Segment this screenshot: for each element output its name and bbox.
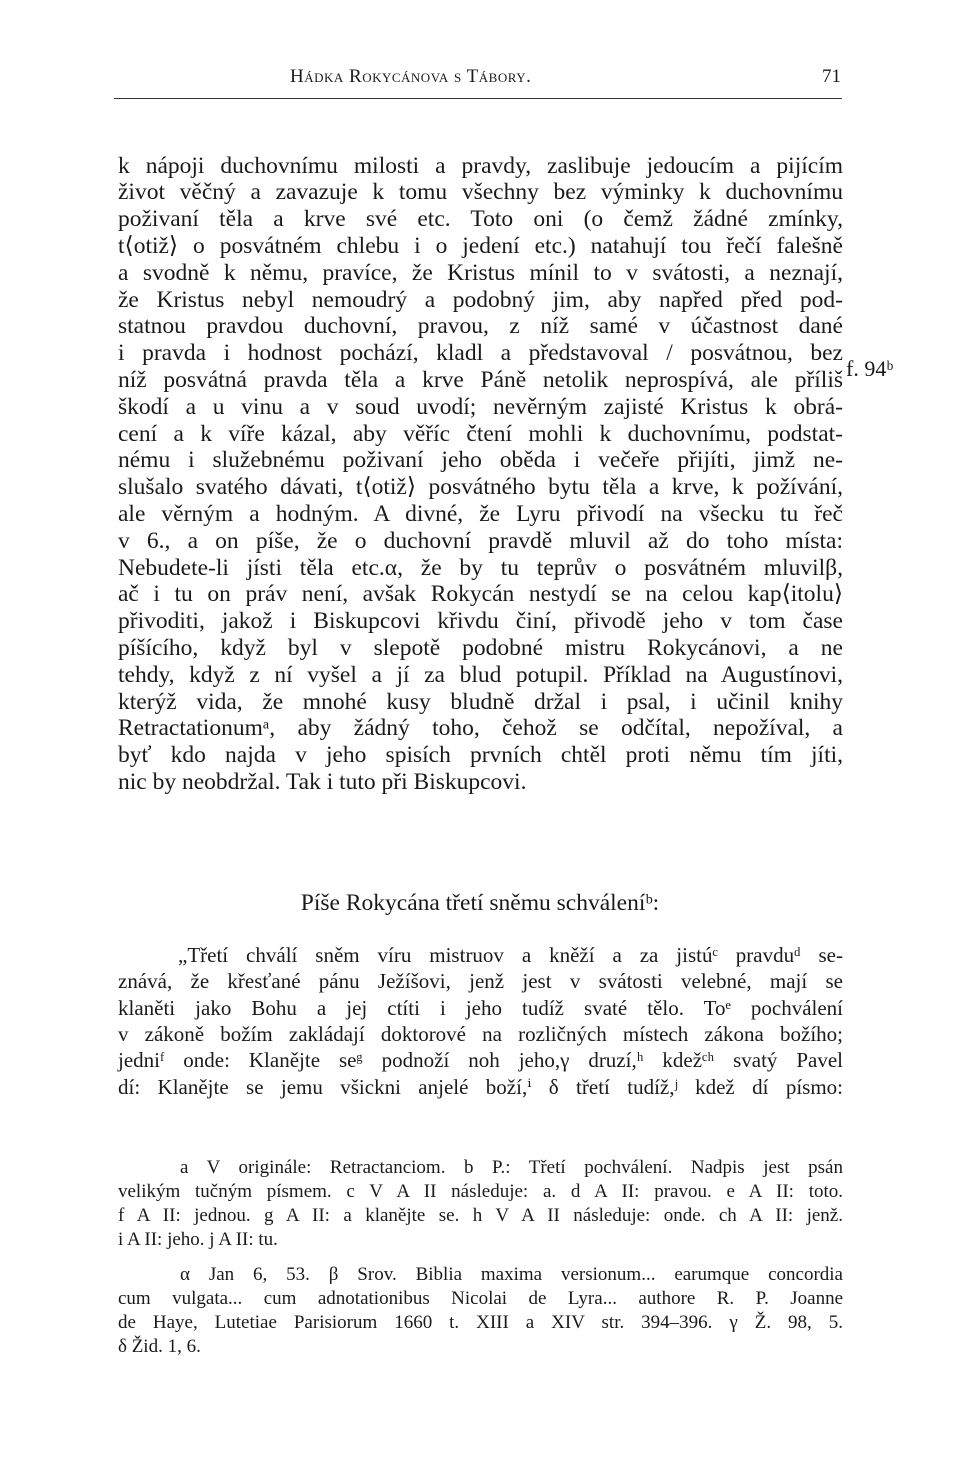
body-line: byť kdo najda v jeho spisích prvních chtěl proti němu tím jíti, [118, 742, 843, 768]
body-line: t⟨otiž⟩ o posvátném chlebu i o jedení etc.) natahují tou řečí falešně [118, 233, 843, 259]
body-line: cení a k víře kázal, aby věříc čtení mohli k duchovnímu, podstat- [118, 421, 843, 447]
footnote-line: f A II: jednou. g A II: a klanějte se. h V A II následuje: onde. ch A II: jenž. [118, 1205, 843, 1226]
body-line: a svodně k němu, pravíce, že Kristus mínil to v svátosti, a neznají, [118, 260, 843, 286]
body-line: statnou pravdou duchovní, pravou, z níž samé v účastnost dané [118, 313, 843, 339]
body-line: nému i služebnému poživaní jeho oběda i večeře přijíti, jimž ne- [118, 447, 843, 473]
body-line: že Kristus nebyl nemoudrý a podobný jim, aby napřed před pod- [118, 287, 843, 313]
body-line: škodí a u vinu a v soud uvodí; nevěrným zajisté Kristus k obrá- [118, 394, 843, 420]
body-line: v 6., a on píše, že o duchovní pravdě mluvil až do toho místa: [118, 528, 843, 554]
quote-line: znává, že křesťané pánu Ježíšovi, jenž jest v svátosti velebné, mají se [118, 969, 843, 993]
body-line: přivoditi, jakož i Biskupcovi křivdu činí, přivodě jeho v tom čase [118, 608, 843, 634]
body-line: píšícího, když byl v slepotě podobné mistru Rokycánovi, a ne [118, 635, 843, 661]
body-line: slušalo svatého dávati, t⟨otiž⟩ posvátného bytu těla a krve, k požívání, [118, 474, 843, 500]
running-header [118, 66, 843, 92]
quote-line: „Třetí chválí sněm víru mistruov a kněží a za jistúᶜ pravduᵈ se- [178, 943, 843, 967]
body-line: nic by neobdržal. Tak i tuto při Biskupcovi. [118, 769, 527, 795]
body-line: níž posvátná pravda těla a krve Páně netolik neprospívá, ale příliš [118, 367, 843, 393]
body-line: ač i tu on práv není, avšak Rokycán nestydí se na celou kap⟨itolu⟩ [118, 581, 843, 607]
footnote-line: velikým tučným písmem. c V A II následuje: a. d A II: pravou. e A II: toto. [118, 1181, 843, 1202]
section-heading: Píše Rokycána třetí sněmu schváleníᵇ: [300, 890, 660, 916]
quote-line: jedniᶠ onde: Klanějte seᵍ podnoží noh jeho,γ druzí,ʰ kdežᶜʰ svatý Pavel [118, 1048, 843, 1072]
quote-line: klaněti jako Bohu a jej ctíti i jeho tudíž svaté tělo. Toᵉ pochválení [118, 996, 843, 1020]
body-line: k nápoji duchovnímu milosti a pravdy, zaslibuje jedoucím a pijícím [118, 153, 843, 179]
body-line: tehdy, když z ní vyšel a jí za blud potupil. Příklad na Augustínovi, [118, 662, 843, 688]
body-line: Retractationumᵃ, aby žádný toho, čehož se odčítal, nepožíval, a [118, 715, 843, 741]
body-line: poživaní těla a krve své etc. Toto oni (o čemž žádné zmínky, [118, 206, 843, 232]
header-rule [114, 98, 842, 99]
quote-line: v zákoně božím zakládají doktorové na rozličných místech zákona božího; [118, 1022, 843, 1046]
body-line: kterýž vida, že mnohé kusy bludně držal i psal, i učinil knihy [118, 689, 843, 715]
body-line: ale věrným a hodným. A divné, že Lyru přivodí na všecku tu řeč [118, 501, 843, 527]
quote-line: dí: Klanějte se jemu všickni anjelé boží,ⁱ δ třetí tudíž,ʲ kdež dí písmo: [118, 1075, 843, 1099]
footnote-line: δ Žid. 1, 6. [118, 1336, 201, 1357]
running-title: Hádka Rokycánova s Tábory. [290, 66, 532, 87]
body-line: Nebudete-li jísti těla etc.α, že by tu teprův o posvátném mluvilβ, [118, 555, 843, 581]
footnote-line: i A II: jeho. j A II: tu. [118, 1229, 278, 1250]
footnote-line: α Jan 6, 53. β Srov. Biblia maxima versionum... earumque concordia [180, 1264, 843, 1285]
footnote-line: a V originále: Retractanciom. b P.: Třetí pochválení. Nadpis jest psán [180, 1157, 843, 1178]
page-number: 71 [822, 66, 841, 87]
footnote-line: de Haye, Lutetiae Parisiorum 1660 t. XIII a XIV str. 394–396. γ Ž. 98, 5. [118, 1312, 843, 1333]
margin-folio-note: f. 94ᵇ [846, 356, 894, 381]
body-line: život věčný a zavazuje k tomu všechny bez výminky k duchovnímu [118, 179, 843, 205]
footnote-line: cum vulgata... cum adnotationibus Nicolai de Lyra... authore R. P. Joanne [118, 1288, 843, 1309]
body-line: i pravda i hodnost pochází, kladl a představoval / posvátnou, bez [118, 340, 843, 366]
